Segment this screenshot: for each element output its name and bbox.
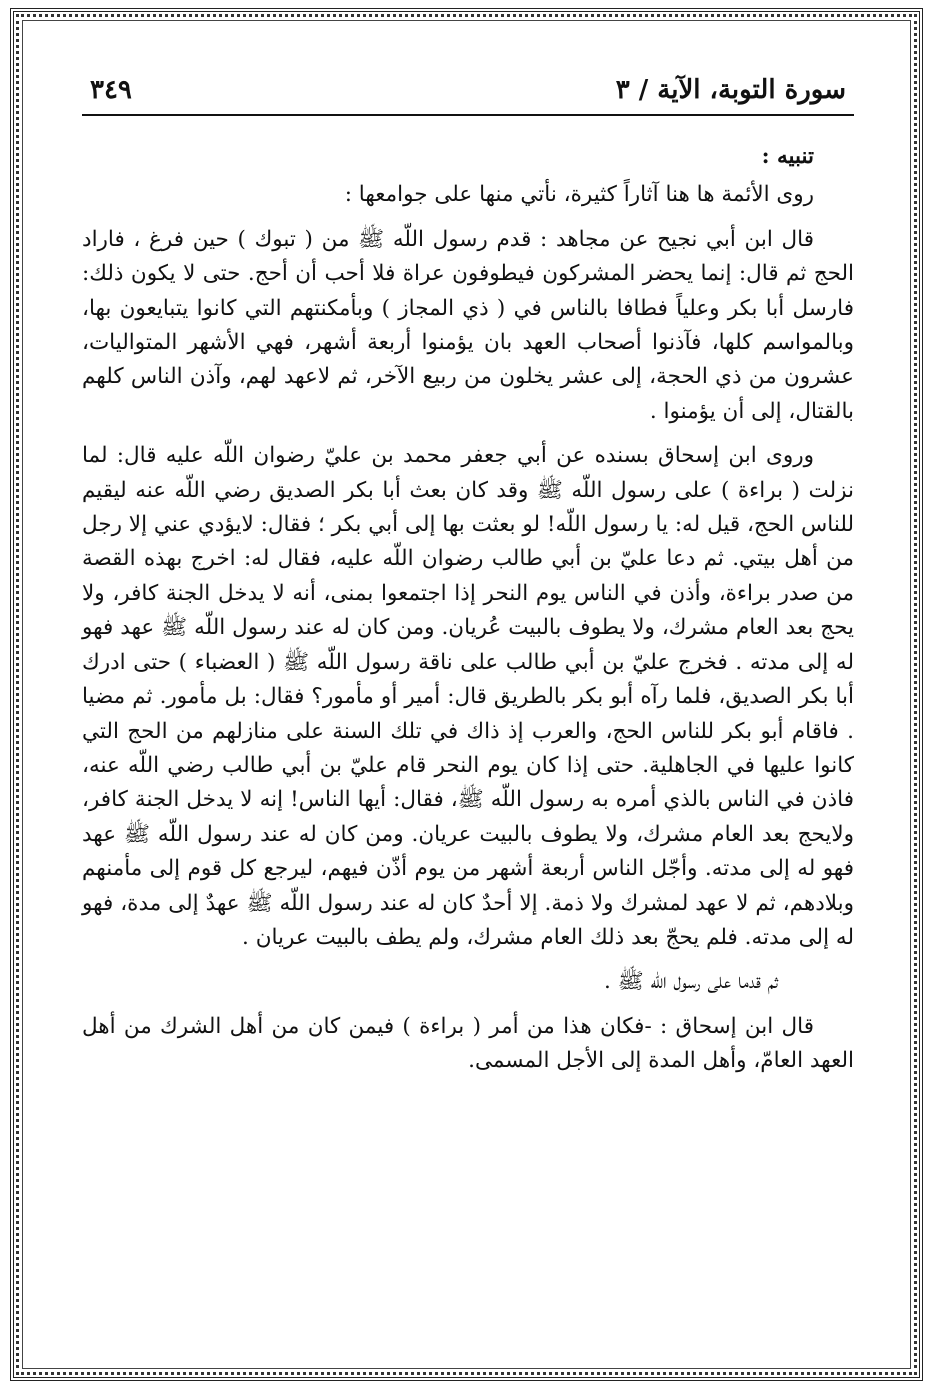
running-header <box>82 72 854 116</box>
ibn-ishaq-narration-paragraph: وروى ابن إسحاق بسنده عن أبي جعفر محمد بن عليّ رضوان اللّه عليه قال: لما نزلت ( براءة ) على رسول اللّه ﷺ وقد كان بعث أبا بكر الصديق رضي اللّه عنه ليقيم للناس الحج، قيل له: يا رسول اللّه! لو بعثت بها إلى أبي بكر ؛ فقال: لايؤدي عني إلا رجل من أهل بيتي. ثم دعا عليّ بن أبي طالب رضوان اللّه عليه، فقال له: اخرج بهذه القصة من صدر براءة، وأذن في الناس يوم النحر إذا اجتمعوا بمنى، أنه لا يدخل الجنة كافر، ولا يحج بعد العام مشرك، ولا يطوف بالبيت عُريان. ومن كان له عند رسول اللّه ﷺ عهد فهو له إلى مدته . فخرج عليّ بن أبي طالب على ناقة رسول اللّه ﷺ ( العضباء ) حتى ادرك أبا بكر الصديق، فلما رآه أبو بكر بالطريق قال: أمير أو مأمور؟ فقال: بل مأمور. ثم مضيا . فاقام أبو بكر للناس الحج، والعرب إذ ذاك في تلك السنة على منازلهم من الحج التي كانوا عليها في الجاهلية. حتى إذا كان يوم النحر قام عليّ بن أبي طالب رضي اللّه عنه، فاذن في الناس بالذي أمره به رسول اللّه ﷺ، فقال: أيها الناس! إنه لا يدخل الجنة كافر، ولايحج بعد العام مشرك، ولا يطوف بالبيت عريان. ومن كان له عند رسول اللّه ﷺ عهد فهو له إلى مدته. وأجّل الناس أربعة أشهر من يوم أذّن فيهم، ليرجع كل قوم إلى مأمنهم وبلادهم، ثم لا عهد لمشرك ولا ذمة. إلا أحدٌ كان له عند رسول اللّه ﷺ عهدٌ إلى مدة، فهو له إلى مدته. فلم يحجّ بعد ذلك العام مشرك، ولم يطف بالبيت عريان . <box>82 443 854 950</box>
surah-verse-title: سورة التوبة، الآية / ٣ <box>615 75 846 105</box>
page-number: ٣٤٩ <box>90 75 132 105</box>
ibn-ishaq-conclusion-paragraph: قال ابن إسحاق : -فكان هذا من أمر ( براءة ) فيمن كان من أهل الشرك من أهل العهد العامّ، وأهل المدة إلى الأجل المسمى. <box>82 1013 854 1074</box>
page-body <box>82 140 854 1079</box>
intro-paragraph: روى الأئمة ها هنا آثاراً كثيرة، نأتي منها على جوامعها : <box>344 182 814 208</box>
mujahid-paragraph: قال ابن أبي نجيح عن مجاهد : قدم رسول اللّه ﷺ من ( تبوك ) حين فرغ ، فاراد الحج ثم قال: إنما يحضر المشركون فيطوفون عراة فلا أحب أن أحج. حتى لا يكون ذلك: فارسل أبا بكر وعلياً فطافا بالناس في ( ذي المجاز ) وبأمكنتهم التي كانوا يتبايعون بها، وبالمواسم كلها، فآذنوا أصحاب العهد بان يؤمنوا أربعة أشهر، فهي الأشهر المتواليات، عشرون من ذي الحجة، إلى عشر يخلون من ربيع الآخر، ثم لاعهد لهم، وآذن الناس كلهم بالقتال، إلى أن يؤمنوا . <box>82 226 854 424</box>
return-paragraph: ثم قدما على رسول اللّه ﷺ . <box>604 969 778 995</box>
section-heading: تنبيه : <box>761 144 814 169</box>
book-page <box>82 72 854 1089</box>
